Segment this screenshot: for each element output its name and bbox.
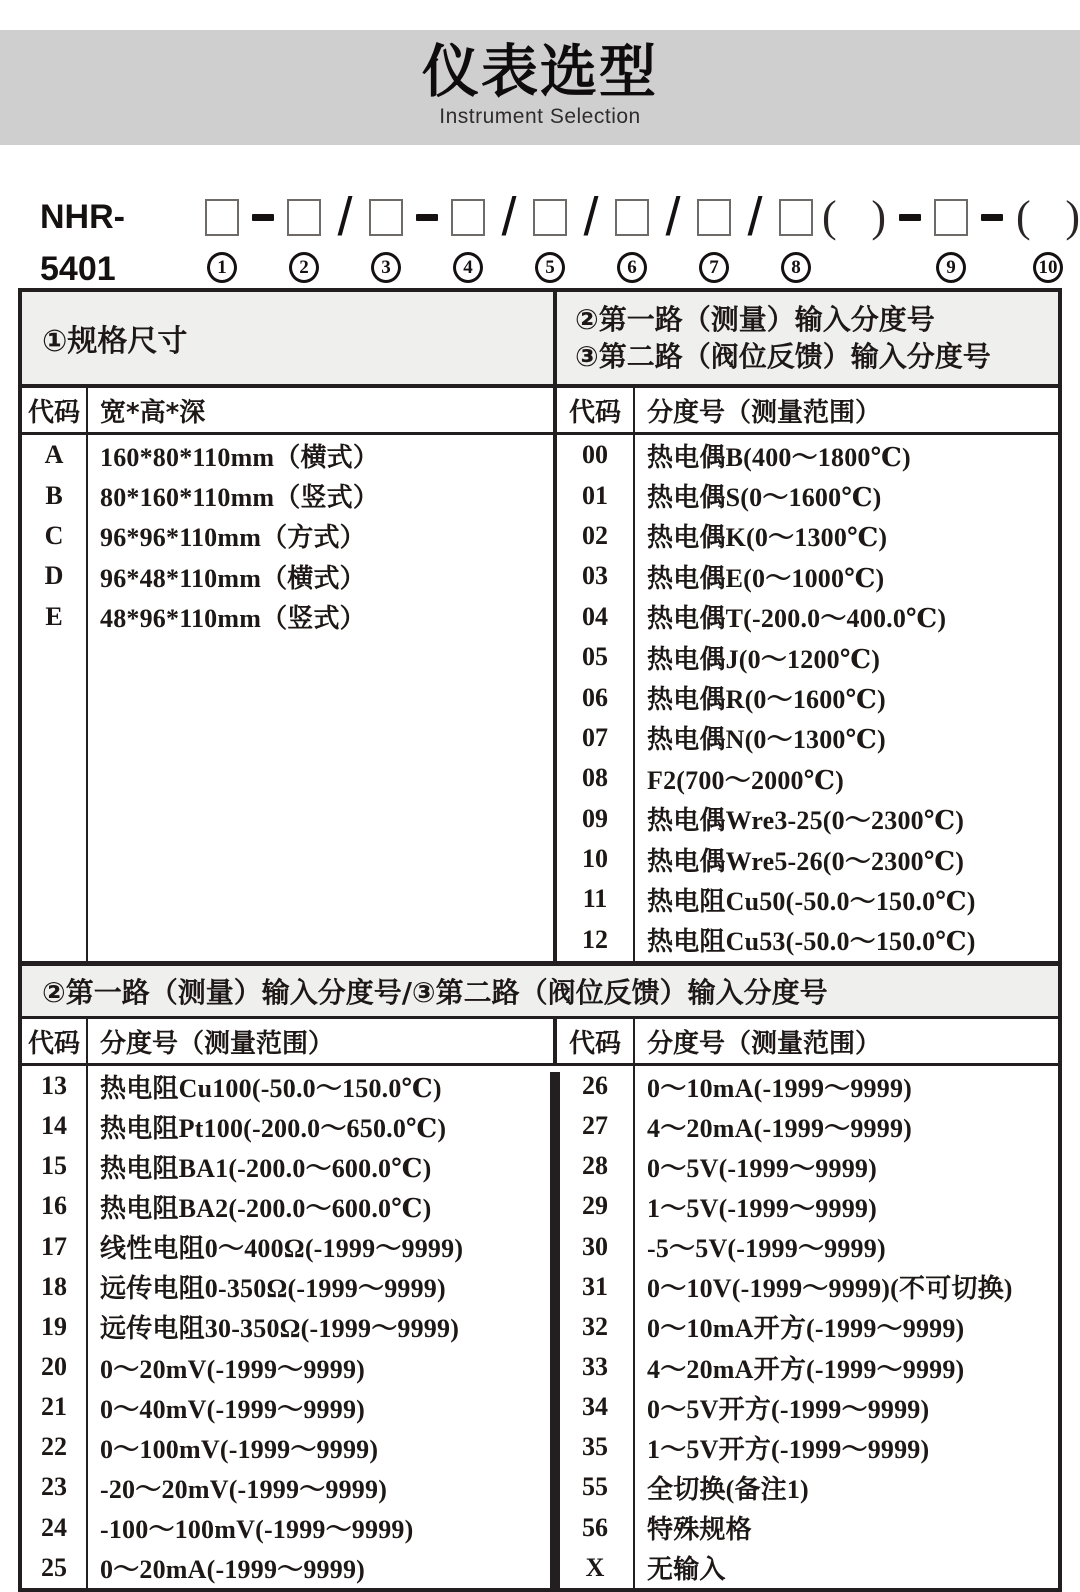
row-code: 34 [582, 1392, 608, 1422]
row-code: 24 [41, 1512, 67, 1542]
row-code: 00 [582, 440, 608, 470]
row-code: 26 [582, 1071, 608, 1101]
model-code-tokens [205, 187, 1080, 283]
row-label: 0～5V开方(-1999～9999) [647, 1394, 930, 1424]
col-header-range: 分度号（测量范围） [647, 1028, 882, 1059]
row-label: 4～20mA(-1999～9999) [647, 1113, 913, 1143]
row-code: 25 [41, 1552, 67, 1582]
header-spec-size: ①规格尺寸 [22, 292, 553, 384]
table-row [557, 677, 1058, 717]
table-row [22, 597, 553, 637]
section2-band-header: ②第一路（测量）输入分度号/③第二路（阀位反馈）输入分度号 [22, 966, 1058, 1016]
col-header-code: 代码 [568, 1028, 621, 1059]
model-code-line [0, 145, 1080, 288]
table-row [22, 475, 553, 515]
section1-body [22, 435, 1058, 961]
row-label: 热电偶B(400～1800℃) [647, 442, 911, 472]
dash-separator [899, 214, 921, 221]
row-code: 33 [582, 1352, 608, 1382]
row-code: 05 [582, 642, 608, 672]
position-circle: 9 [936, 252, 966, 283]
table-row [22, 435, 553, 475]
table-row [557, 1146, 1058, 1186]
table-row [557, 475, 1058, 515]
slash-separator: / [501, 187, 517, 247]
row-code: 28 [582, 1151, 608, 1181]
row-label: 96*48*110mm（横式） [100, 563, 366, 593]
table-row [22, 1267, 553, 1307]
table-row [22, 1066, 553, 1106]
row-label: 热电阻BA2(-200.0～600.0℃) [100, 1193, 432, 1223]
table-row [557, 799, 1058, 839]
row-label: 1～5V开方(-1999～9999) [647, 1434, 930, 1464]
page-banner [0, 30, 1080, 145]
col-header-size: 宽*高*深 [100, 397, 206, 428]
dash-separator [252, 214, 274, 221]
table-row [22, 1427, 553, 1467]
row-label: 1～5V(-1999～9999) [647, 1193, 877, 1223]
graduation-codes-list-3 [557, 1066, 1058, 1588]
section1-header-row [22, 292, 1058, 384]
row-code: 07 [582, 722, 608, 752]
row-code: 15 [41, 1151, 67, 1181]
page-subtitle: Instrument Selection [439, 105, 641, 128]
slash-separator: / [337, 187, 353, 247]
table-row [22, 1307, 553, 1347]
table-row [557, 1066, 1058, 1106]
section2-subheader-row [22, 1019, 1058, 1063]
table-row [557, 556, 1058, 596]
table-row [557, 1347, 1058, 1387]
row-code: 14 [41, 1111, 67, 1141]
row-label: -5～5V(-1999～9999) [647, 1234, 886, 1264]
table-row [557, 1508, 1058, 1548]
dash-separator [416, 214, 438, 221]
slash-separator: / [583, 187, 599, 247]
table-row [22, 1548, 553, 1588]
row-label: 热电偶N(0～1300℃) [647, 725, 886, 755]
row-code: 18 [41, 1271, 67, 1301]
code-box [697, 199, 731, 236]
col-header-code: 代码 [568, 397, 621, 428]
position-circle: 6 [617, 252, 647, 283]
row-label: 热电阻BA1(-200.0～600.0℃) [100, 1153, 432, 1183]
table-row [22, 1227, 553, 1267]
row-label: 热电偶Wre5-26(0～2300℃) [647, 846, 965, 876]
code-box [451, 199, 485, 236]
row-label: F2(700～2000℃) [647, 765, 844, 795]
row-code: 56 [582, 1512, 608, 1542]
paren-group: ( ) [1016, 192, 1080, 241]
row-code: 27 [582, 1111, 608, 1141]
table-row [557, 1387, 1058, 1427]
page-title: 仪表选型 [422, 39, 658, 105]
table-row [557, 920, 1058, 960]
row-code: 31 [582, 1271, 608, 1301]
row-label: 0～20mV(-1999～9999) [100, 1354, 366, 1384]
row-label: 热电偶J(0～1200℃) [647, 644, 881, 674]
table-row [557, 435, 1058, 475]
row-code: 04 [582, 601, 608, 631]
row-label: 热电偶S(0～1600℃) [647, 483, 882, 513]
section1-subheader-row [22, 388, 1058, 432]
row-code: 10 [582, 844, 608, 874]
table-row [557, 597, 1058, 637]
row-code: 01 [582, 480, 608, 510]
table-row [557, 1467, 1058, 1507]
table-row [22, 1508, 553, 1548]
graduation-codes-list-2 [22, 1066, 553, 1588]
row-code: 19 [41, 1311, 67, 1341]
code-box [287, 199, 321, 236]
table-row [22, 1186, 553, 1226]
row-label: 热电阻Cu50(-50.0～150.0℃) [647, 886, 976, 916]
row-label: 0～10mA(-1999～9999) [647, 1073, 913, 1103]
row-code: 02 [582, 520, 608, 550]
code-box [369, 199, 403, 236]
row-code: 21 [41, 1392, 67, 1422]
table-row [557, 1427, 1058, 1467]
table-row [22, 516, 553, 556]
col-header-code: 代码 [27, 1028, 80, 1059]
row-label: -20～20mV(-1999～9999) [100, 1474, 388, 1504]
position-circle: 10 [1033, 252, 1063, 283]
row-label: 0～100mV(-1999～9999) [100, 1434, 379, 1464]
row-code: X [585, 1552, 605, 1582]
row-code: 08 [582, 763, 608, 793]
row-code: 09 [582, 803, 608, 833]
row-code: 13 [41, 1071, 67, 1101]
dash-separator [981, 214, 1003, 221]
row-code: 29 [582, 1191, 608, 1221]
section2-body [22, 1066, 1058, 1588]
row-label: 80*160*110mm（竖式） [100, 483, 380, 513]
row-label: 无输入 [647, 1555, 726, 1585]
row-code: 16 [41, 1191, 67, 1221]
table-row [557, 1106, 1058, 1146]
row-code: 17 [41, 1231, 67, 1261]
row-code: 32 [582, 1311, 608, 1341]
row-label: 4～20mA开方(-1999～9999) [647, 1354, 965, 1384]
position-circle: 3 [371, 252, 401, 283]
row-code: 23 [41, 1472, 67, 1502]
header-line2: ③第二路（阀位反馈）输入分度号 [575, 340, 991, 373]
row-code: E [45, 601, 63, 631]
row-label: 0～20mA(-1999～9999) [100, 1555, 366, 1585]
column-divider [553, 292, 557, 384]
table-row [557, 1548, 1058, 1588]
paren-group: ( ) [822, 192, 886, 241]
row-label: 48*96*110mm（竖式） [100, 604, 366, 634]
table-row [22, 1146, 553, 1186]
selection-table [18, 288, 1062, 1592]
code-box [934, 199, 968, 236]
row-label: 0～5V(-1999～9999) [647, 1153, 877, 1183]
table-row [557, 1267, 1058, 1307]
row-label: 热电阻Cu53(-50.0～150.0℃) [647, 927, 976, 957]
code-box [615, 199, 649, 236]
table-row [557, 718, 1058, 758]
row-code: 03 [582, 561, 608, 591]
table-row [22, 1347, 553, 1387]
row-code: 30 [582, 1231, 608, 1261]
position-circle: 1 [207, 252, 237, 283]
table-row [557, 516, 1058, 556]
position-circle: 8 [781, 252, 811, 283]
row-label: 热电偶E(0～1000℃) [647, 563, 885, 593]
col-header-range: 分度号（测量范围） [100, 1028, 335, 1059]
col-header-range: 分度号（测量范围） [647, 397, 882, 428]
position-circle: 2 [289, 252, 319, 283]
row-label: 全切换(备注1) [647, 1474, 809, 1504]
code-box [779, 199, 813, 236]
row-label: 热电阻Cu100(-50.0～150.0℃) [100, 1073, 442, 1103]
row-code: C [44, 520, 64, 550]
table-row [557, 1307, 1058, 1347]
row-label: 线性电阻0～400Ω(-1999～9999) [100, 1234, 464, 1264]
code-box [533, 199, 567, 236]
table-row [22, 1467, 553, 1507]
row-label: 热电阻Pt100(-200.0～650.0℃) [100, 1113, 447, 1143]
row-code: 06 [582, 682, 608, 712]
row-code: 55 [582, 1472, 608, 1502]
table-row [557, 1186, 1058, 1226]
row-code: A [44, 440, 64, 470]
position-circle: 7 [699, 252, 729, 283]
table-row [22, 1387, 553, 1427]
top-margin [0, 0, 1080, 30]
row-code: 12 [582, 924, 608, 954]
table-row [557, 758, 1058, 798]
slash-separator: / [665, 187, 681, 247]
position-circle: 4 [453, 252, 483, 283]
row-code: 22 [41, 1432, 67, 1462]
header-line1: ②第一路（测量）输入分度号 [575, 303, 935, 336]
table-row [22, 1106, 553, 1146]
row-label: 0～10V(-1999～9999)(不可切换) [647, 1274, 1013, 1304]
row-label: -100～100mV(-1999～9999) [100, 1515, 414, 1545]
code-box [205, 199, 239, 236]
row-label: 热电偶K(0～1300℃) [647, 523, 888, 553]
table-row [557, 637, 1058, 677]
row-label: 远传电阻30-350Ω(-1999～9999) [100, 1314, 460, 1344]
row-label: 特殊规格 [647, 1515, 752, 1545]
table-row [557, 1227, 1058, 1267]
model-number: NHR-5401 [40, 198, 125, 288]
row-label: 热电偶Wre3-25(0～2300℃) [647, 806, 965, 836]
row-label: 0～40mV(-1999～9999) [100, 1394, 366, 1424]
row-label: 远传电阻0-350Ω(-1999～9999) [100, 1274, 446, 1304]
row-code: 11 [582, 884, 608, 914]
table-row [22, 556, 553, 596]
position-circle: 5 [535, 252, 565, 283]
row-label: 96*96*110mm（方式） [100, 523, 366, 553]
row-code: 20 [41, 1352, 67, 1382]
table-row [557, 879, 1058, 919]
row-label: 热电偶R(0～1600℃) [647, 685, 886, 715]
header-input-graduation [557, 292, 1058, 384]
size-codes-list [22, 435, 553, 961]
row-label: 0～10mA开方(-1999～9999) [647, 1314, 965, 1344]
row-label: 热电偶T(-200.0～400.0℃) [647, 604, 947, 634]
table-row [557, 839, 1058, 879]
row-label: 160*80*110mm（横式） [100, 442, 380, 472]
row-code: D [44, 561, 64, 591]
col-header-code: 代码 [27, 397, 80, 428]
graduation-codes-list-1 [557, 435, 1058, 961]
slash-separator: / [747, 187, 763, 247]
row-code: 35 [582, 1432, 608, 1462]
row-code: B [45, 480, 63, 510]
